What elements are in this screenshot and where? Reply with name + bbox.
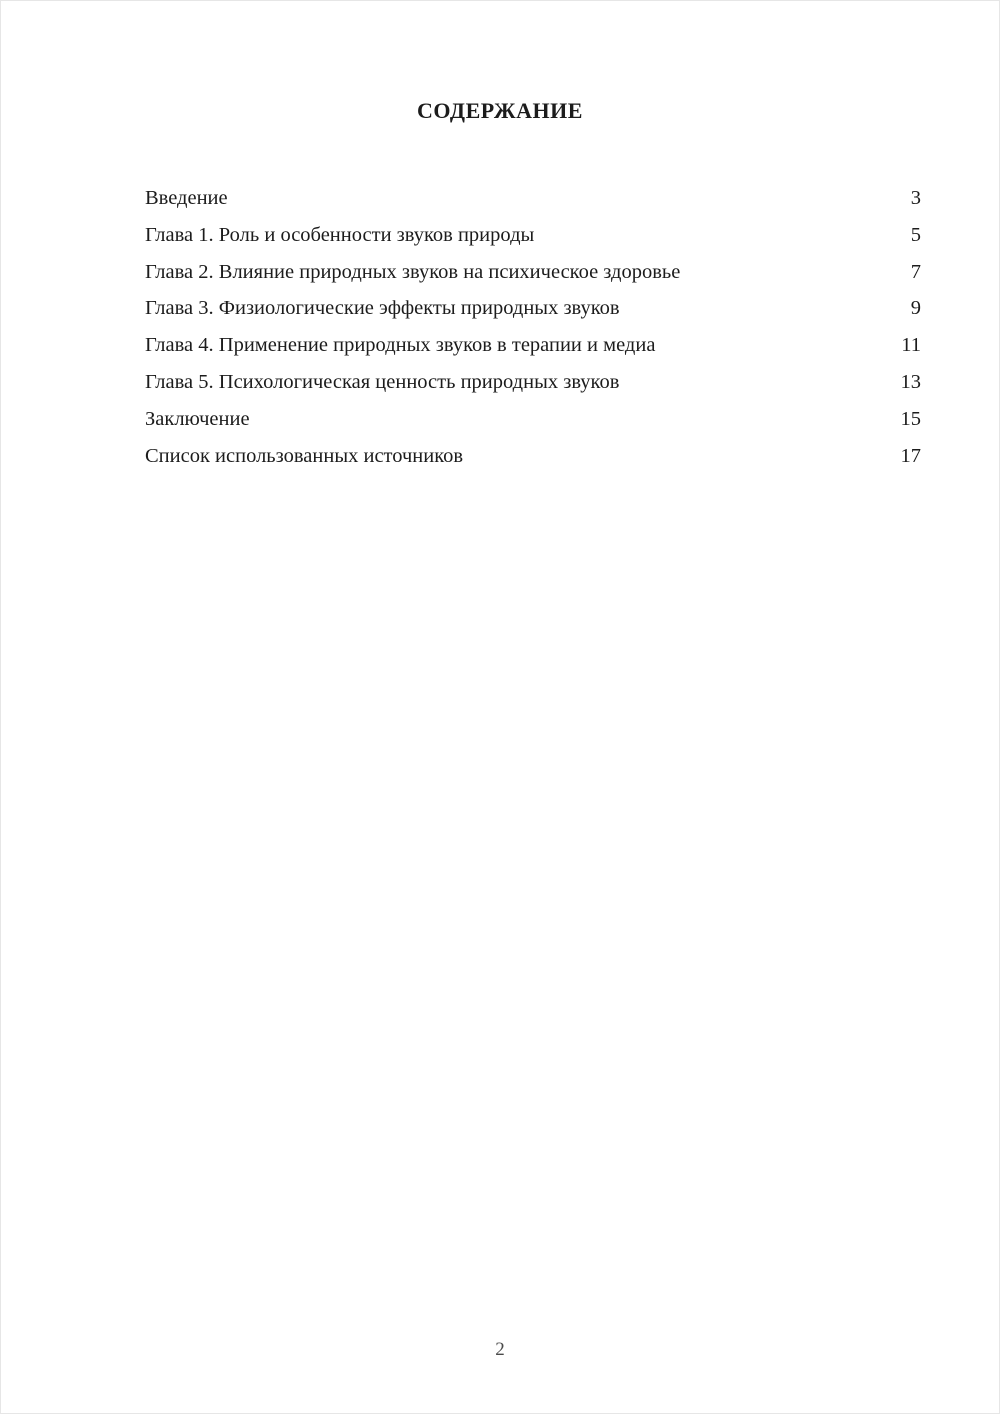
toc-entry-label: Глава 5. Психологическая ценность природных звуков [145,370,620,393]
toc-entry-page-number: 11 [901,334,921,357]
toc-entry-label: Введение [145,187,228,209]
toc-entry-chapter-4 [145,327,921,364]
toc-entry-chapter-1 [145,217,921,254]
toc-entry-introduction [145,180,921,217]
toc-entry-page-number: 13 [900,370,921,393]
toc-entry-page-number: 3 [910,187,921,209]
toc-entry-page-number: 7 [910,260,921,283]
table-of-contents [145,180,921,474]
toc-entry-label: Глава 4. Применение природных звуков в терапии и медиа [145,334,656,357]
toc-entry-chapter-3 [145,290,921,327]
toc-entry-references [145,438,921,475]
toc-entry-chapter-5 [145,364,921,401]
toc-entry-chapter-2 [145,254,921,291]
toc-entry-label: Глава 2. Влияние природных звуков на психическое здоровье [145,260,681,283]
toc-entry-label: Глава 1. Роль и особенности звуков природы [145,223,535,246]
toc-entry-page-number: 9 [910,297,921,320]
footer-page-number: 2 [495,1339,505,1360]
toc-entry-label: Глава 3. Физиологические эффекты природных звуков [145,297,620,320]
toc-entry-label: Список использованных источников [145,444,464,467]
toc-entry-page-number: 5 [910,223,921,246]
toc-entry-label: Заключение [145,407,250,430]
toc-entry-conclusion [145,401,921,438]
toc-entry-page-number: 17 [900,444,921,467]
toc-entry-page-number: 15 [900,407,921,430]
page-title: СОДЕРЖАНИЕ [417,98,583,123]
